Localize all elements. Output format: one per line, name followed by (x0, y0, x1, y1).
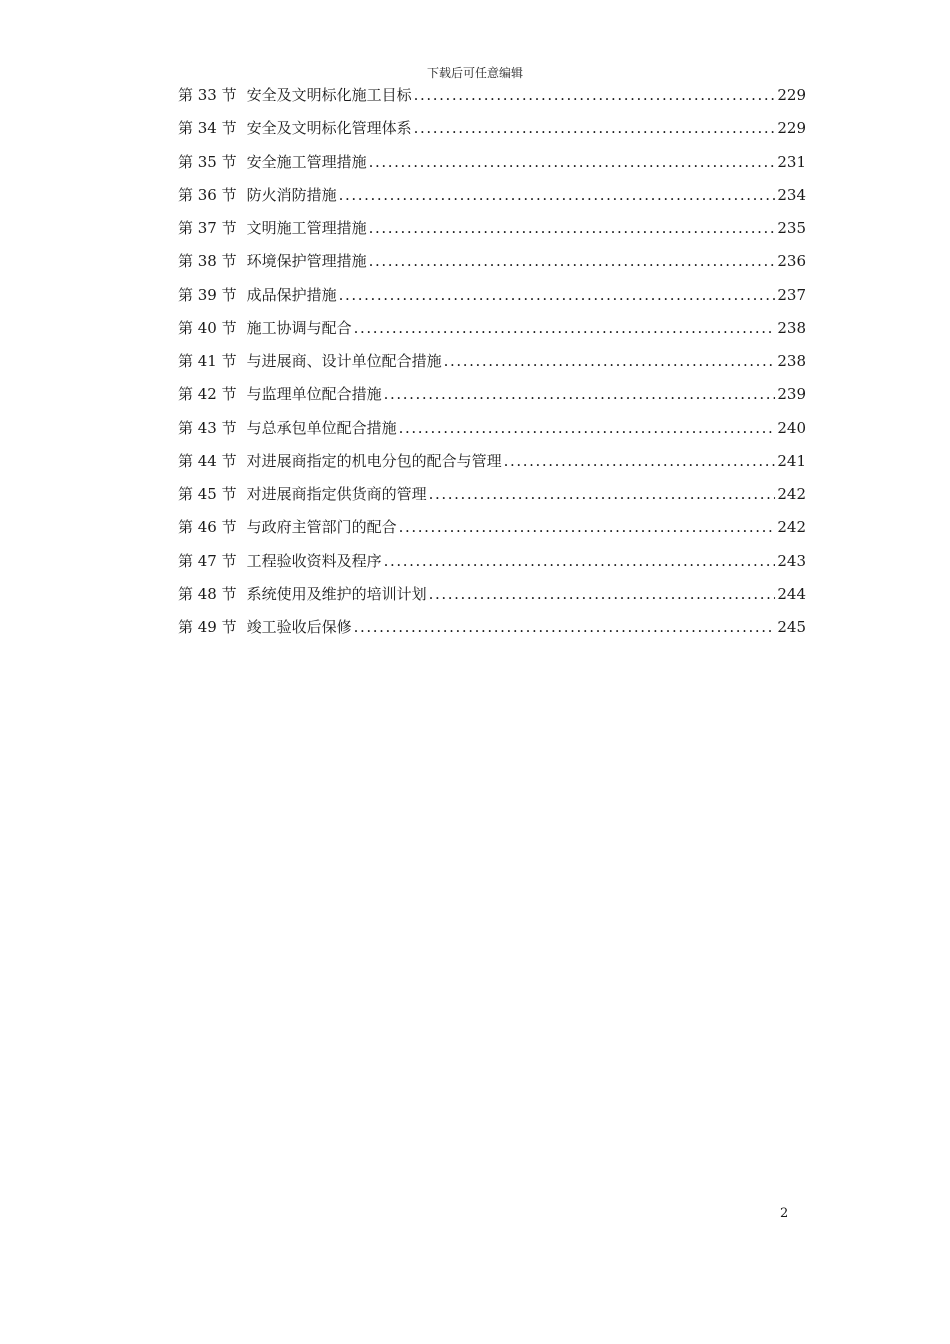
toc-dot-leader (414, 117, 776, 139)
toc-page-number: 236 (777, 252, 806, 271)
toc-entry[interactable] (178, 550, 806, 583)
table-of-contents (178, 84, 806, 649)
toc-entry[interactable] (178, 284, 806, 317)
toc-entry[interactable] (178, 450, 806, 483)
toc-section-title: 防火消防措施 (246, 185, 337, 204)
toc-section-number: 第 45 节 (178, 485, 237, 503)
toc-page-number: 243 (777, 551, 806, 570)
toc-dot-leader (354, 317, 776, 339)
toc-page-number: 241 (777, 451, 806, 470)
toc-section-number: 第 36 节 (178, 185, 237, 204)
toc-dot-leader (384, 550, 776, 572)
toc-dot-leader (384, 383, 776, 405)
toc-section-title: 竣工验收后保修 (246, 618, 352, 636)
toc-dot-leader (369, 151, 776, 173)
toc-page-number: 234 (777, 185, 806, 204)
toc-section-title: 安全及文明标化管理体系 (246, 119, 412, 138)
toc-section-title: 成品保护措施 (246, 285, 337, 304)
toc-section-number: 第 43 节 (178, 418, 237, 437)
toc-section-title: 与进展商、设计单位配合措施 (246, 352, 442, 370)
toc-section-number: 第 46 节 (178, 518, 237, 537)
page-number: 2 (780, 1206, 789, 1221)
toc-section-title: 文明施工管理措施 (246, 219, 367, 237)
toc-section-title: 对进展商指定的机电分包的配合与管理 (246, 451, 502, 470)
toc-section-number: 第 49 节 (178, 618, 237, 636)
toc-page-number: 244 (777, 584, 806, 603)
toc-page-number: 240 (777, 418, 806, 437)
toc-section-number: 第 42 节 (178, 385, 237, 404)
toc-section-title: 对进展商指定供货商的管理 (246, 485, 427, 503)
toc-page-number: 229 (777, 86, 806, 104)
toc-dot-leader (429, 483, 776, 505)
toc-section-title: 与总承包单位配合措施 (246, 418, 397, 437)
toc-section-number: 第 35 节 (178, 152, 237, 171)
toc-section-number: 第 33 节 (178, 86, 237, 104)
toc-entry[interactable] (178, 151, 806, 184)
toc-section-title: 安全及文明标化施工目标 (246, 86, 412, 104)
toc-page-number: 239 (777, 385, 806, 404)
toc-entry[interactable] (178, 483, 806, 516)
toc-entry[interactable] (178, 383, 806, 416)
toc-entry[interactable] (178, 616, 806, 649)
toc-section-number: 第 47 节 (178, 551, 237, 570)
toc-entry[interactable] (178, 117, 806, 150)
toc-section-number: 第 48 节 (178, 584, 237, 603)
toc-section-number: 第 44 节 (178, 451, 237, 470)
toc-dot-leader (414, 84, 776, 106)
toc-entry[interactable] (178, 84, 806, 117)
toc-section-number: 第 37 节 (178, 219, 237, 237)
toc-page-number: 229 (777, 119, 806, 138)
toc-dot-leader (354, 616, 776, 638)
toc-section-title: 系统使用及维护的培训计划 (246, 584, 427, 603)
toc-dot-leader (504, 450, 776, 472)
toc-section-number: 第 39 节 (178, 285, 237, 304)
toc-entry[interactable] (178, 417, 806, 450)
toc-section-title: 与政府主管部门的配合 (246, 518, 397, 537)
toc-entry[interactable] (178, 583, 806, 616)
toc-entry[interactable] (178, 250, 806, 283)
toc-entry[interactable] (178, 350, 806, 383)
toc-page-number: 235 (777, 219, 806, 237)
toc-entry[interactable] (178, 184, 806, 217)
toc-section-title: 与监理单位配合措施 (246, 385, 382, 404)
toc-section-number: 第 38 节 (178, 252, 237, 271)
toc-section-title: 环境保护管理措施 (246, 252, 367, 271)
toc-section-title: 工程验收资料及程序 (246, 551, 382, 570)
toc-entry[interactable] (178, 516, 806, 549)
toc-page-number: 238 (777, 318, 806, 337)
toc-page-number: 238 (777, 352, 806, 370)
toc-dot-leader (399, 516, 776, 538)
toc-entry[interactable] (178, 317, 806, 350)
toc-page-number: 242 (777, 485, 806, 503)
toc-page-number: 242 (777, 518, 806, 537)
toc-dot-leader (429, 583, 776, 605)
toc-section-number: 第 41 节 (178, 352, 237, 370)
toc-dot-leader (339, 284, 776, 306)
toc-dot-leader (399, 417, 776, 439)
toc-section-number: 第 34 节 (178, 119, 237, 138)
toc-dot-leader (369, 250, 776, 272)
toc-section-title: 施工协调与配合 (246, 318, 352, 337)
toc-page-number: 245 (777, 618, 806, 636)
header-note: 下载后可任意编辑 (426, 66, 523, 80)
toc-page-number: 237 (777, 285, 806, 304)
toc-entry[interactable] (178, 217, 806, 250)
toc-dot-leader (444, 350, 776, 372)
toc-page-number: 231 (777, 152, 806, 171)
toc-dot-leader (339, 184, 776, 206)
toc-section-title: 安全施工管理措施 (246, 152, 367, 171)
toc-section-number: 第 40 节 (178, 318, 237, 337)
toc-dot-leader (369, 217, 776, 239)
